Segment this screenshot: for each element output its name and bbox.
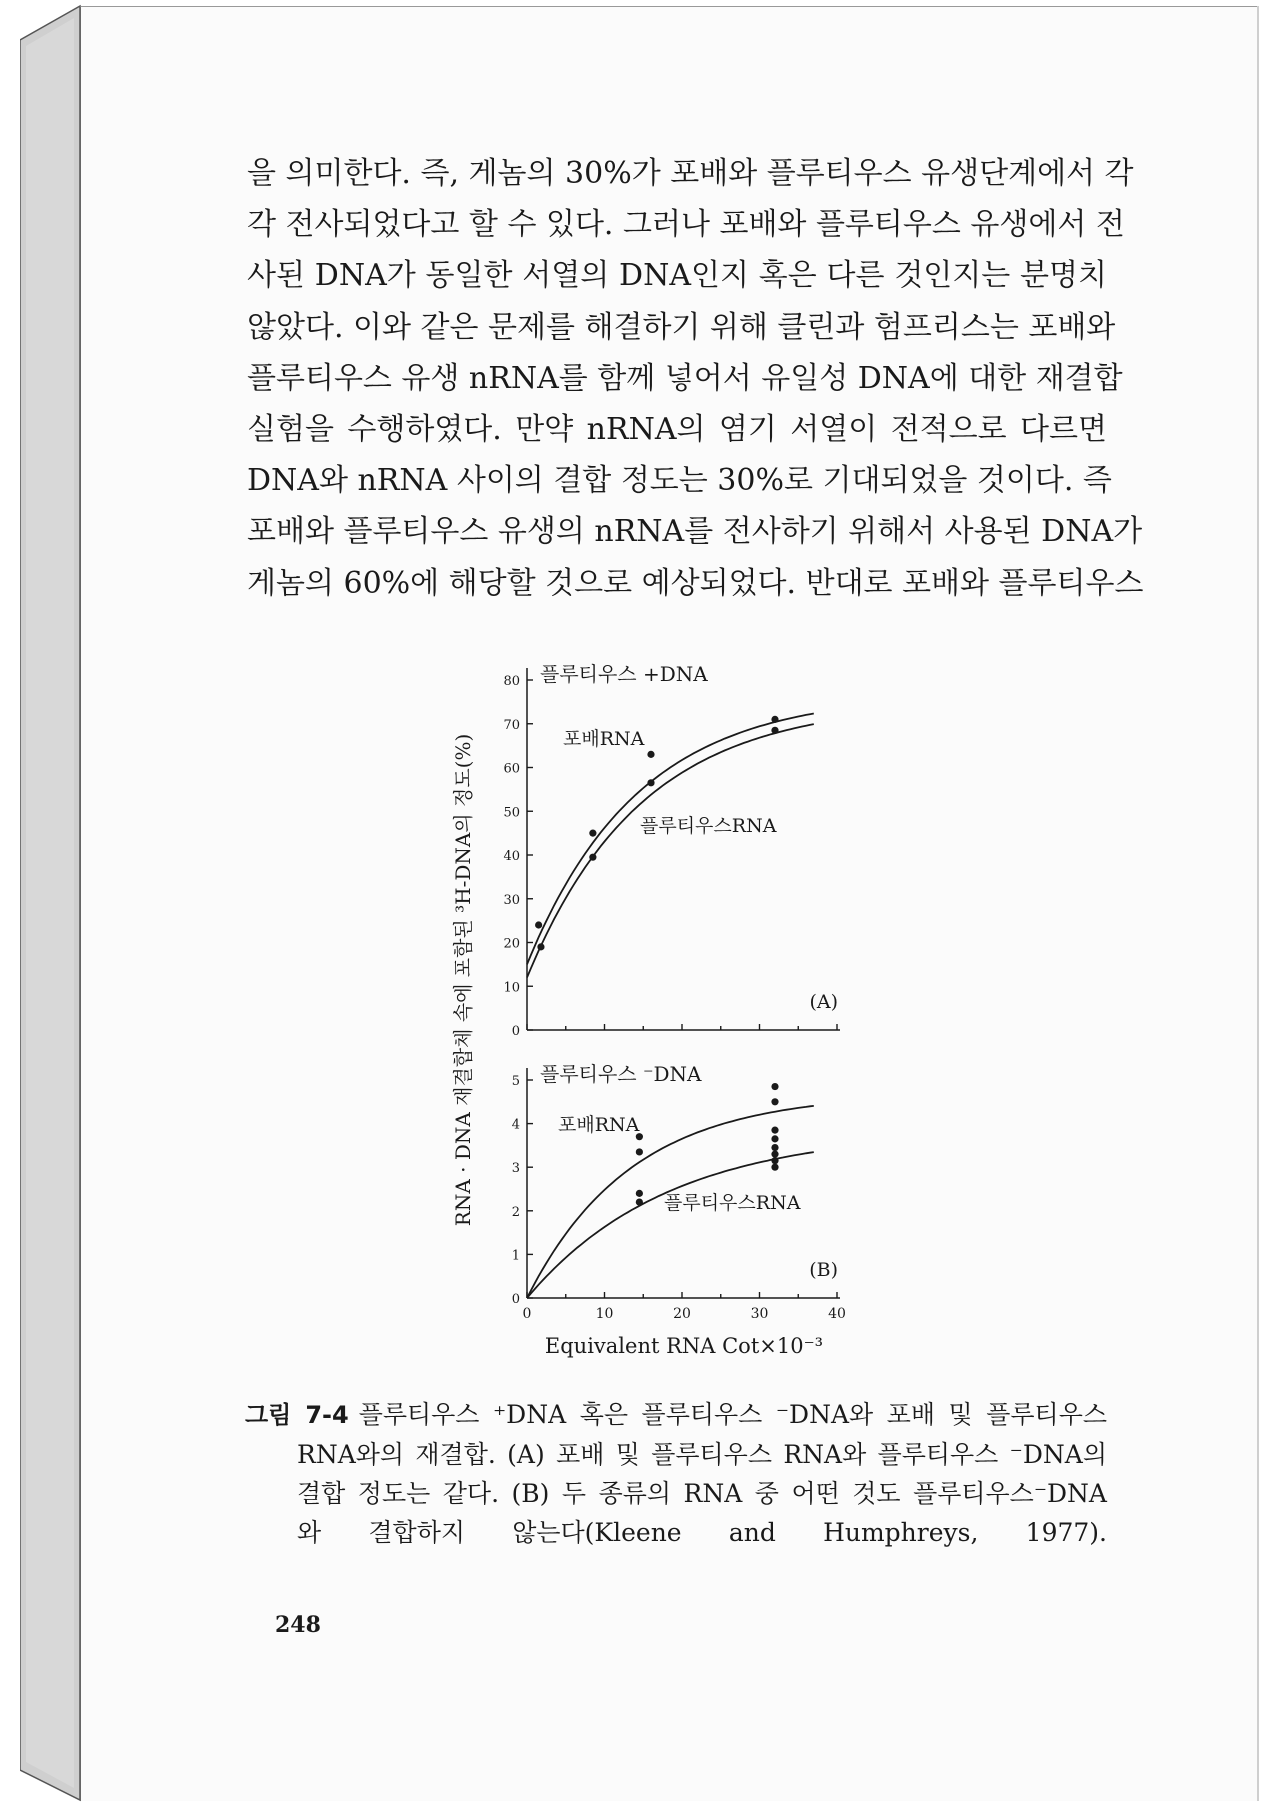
body-text xyxy=(247,148,1144,609)
y-tick-label: 4 xyxy=(511,1117,520,1133)
x-axis-label: Equivalent RNA Cot×10⁻³ xyxy=(544,1334,824,1358)
series-a xyxy=(527,714,814,978)
page-number: 248 xyxy=(275,1612,321,1638)
curve-b-pluteus xyxy=(527,1152,814,1298)
y-tick-label: 5 xyxy=(511,1074,520,1089)
curve-a-blastula xyxy=(527,714,814,965)
data-point-b-blastula xyxy=(771,1098,778,1105)
data-point-b-pluteus xyxy=(771,1157,778,1164)
panel-label-a: (A) xyxy=(809,991,838,1013)
y-tick-label: 3 xyxy=(511,1161,520,1177)
y-ticks-b xyxy=(512,1074,533,1307)
caption-line: RNA와의 재결합. (A) 포배 및 플루티우스 RNA와 플루티우스 ⁻DNA의 xyxy=(297,1440,1107,1469)
data-point-b-pluteus xyxy=(636,1198,643,1205)
y-tick-label: 20 xyxy=(503,936,520,952)
body-line: DNA와 nRNA 사이의 결합 정도는 30%로 기대되었을 것이다. 즉 xyxy=(247,463,1112,499)
y-axis-label: RNA · DNA 재결합체 속에 포함된 ³H-DNA의 정도(%) xyxy=(451,733,475,1227)
body-line: 게놈의 60%에 해당할 것으로 예상되었다. 반대로 포배와 플루티우스 xyxy=(247,565,1144,601)
figure-caption xyxy=(245,1395,1107,1552)
data-point-a-pluteus xyxy=(537,943,544,950)
series-label-pluteus-a: 플루티우스RNA xyxy=(640,815,777,837)
data-point-a-blastula xyxy=(647,751,654,758)
data-point-a-pluteus xyxy=(589,854,596,861)
x-tick-label: 40 xyxy=(828,1306,846,1322)
data-point-a-blastula xyxy=(535,921,542,928)
y-tick-label: 70 xyxy=(503,717,520,733)
series-label-blastula-b: 포배RNA xyxy=(558,1114,640,1136)
body-line: 각 전사되었다고 할 수 있다. 그러나 포배와 플루티우스 유생에서 전 xyxy=(247,207,1125,243)
y-ticks-a xyxy=(503,674,533,1039)
x-ticks-a xyxy=(527,1024,837,1030)
book-spine xyxy=(20,0,82,1806)
body-line: 플루티우스 유생 nRNA를 함께 넣어서 유일성 DNA에 대한 재결합 xyxy=(247,360,1123,396)
curve-a-pluteus xyxy=(527,724,814,977)
data-point-a-blastula xyxy=(589,830,596,837)
y-tick-label: 30 xyxy=(503,892,520,908)
caption-line: 결합 정도는 같다. (B) 두 종류의 RNA 중 어떤 것도 플루티우스⁻DNA xyxy=(297,1479,1107,1508)
data-point-b-pluteus xyxy=(771,1127,778,1134)
body-line: 실험을 수행하였다. 만약 nRNA의 염기 서열이 전적으로 다르면 xyxy=(247,412,1107,448)
figure-label: 그림 7-4 xyxy=(245,1401,349,1429)
body-line: 않았다. 이와 같은 문제를 해결하기 위해 클린과 험프리스는 포배와 xyxy=(247,309,1116,345)
x-tick-label: 20 xyxy=(673,1306,691,1322)
y-tick-label: 2 xyxy=(511,1204,520,1220)
y-tick-label: 60 xyxy=(503,761,520,777)
figure-7-4-chart xyxy=(440,650,920,1370)
panel-title-b: 플루티우스 ⁻DNA xyxy=(540,1062,702,1086)
caption-line xyxy=(245,1395,1107,1435)
y-tick-label: 10 xyxy=(503,980,520,996)
panel-title-a: 플루티우스 +DNA xyxy=(540,662,708,686)
y-tick-label: 0 xyxy=(511,1024,520,1039)
panel-b xyxy=(512,1062,846,1358)
panel-a xyxy=(503,662,840,1039)
y-tick-label: 1 xyxy=(511,1248,520,1264)
x-tick-label: 10 xyxy=(595,1306,614,1322)
data-point-b-blastula xyxy=(636,1148,643,1155)
body-line: 포배와 플루티우스 유생의 nRNA를 전사하기 위해서 사용된 DNA가 xyxy=(247,514,1143,550)
data-point-b-pluteus xyxy=(771,1144,778,1151)
y-tick-label: 50 xyxy=(503,805,520,821)
series-label-pluteus-b: 플루티우스RNA xyxy=(664,1192,801,1214)
series-label-blastula-a: 포배RNA xyxy=(563,728,645,750)
data-point-b-pluteus xyxy=(771,1164,778,1171)
data-point-a-pluteus xyxy=(771,727,778,734)
body-line: 사된 DNA가 동일한 서열의 DNA인지 혹은 다른 것인지는 분명치 xyxy=(247,258,1107,294)
x-tick-label: 30 xyxy=(750,1306,769,1322)
panel-label-b: (B) xyxy=(809,1259,838,1281)
y-tick-label: 40 xyxy=(503,849,520,864)
data-point-a-pluteus xyxy=(647,779,654,786)
caption-line: 와 결합하지 않는다(Kleene and Humphreys, 1977). xyxy=(297,1518,1107,1547)
x-ticks-b xyxy=(523,1292,846,1322)
x-tick-label: 0 xyxy=(522,1306,532,1322)
y-tick-label: 80 xyxy=(503,674,520,689)
y-tick-label: 0 xyxy=(511,1292,520,1307)
data-point-b-blastula xyxy=(771,1083,778,1090)
caption-text: 플루티우스 ⁺DNA 혹은 플루티우스 ⁻DNA와 포배 및 플루티우스 xyxy=(358,1400,1107,1429)
data-point-b-pluteus xyxy=(636,1190,643,1197)
body-line: 을 의미한다. 즉, 게놈의 30%가 포배와 플루티우스 유생단계에서 각 xyxy=(247,156,1134,191)
data-point-b-pluteus xyxy=(771,1135,778,1142)
data-point-a-blastula xyxy=(771,716,778,723)
data-point-b-pluteus xyxy=(771,1151,778,1158)
